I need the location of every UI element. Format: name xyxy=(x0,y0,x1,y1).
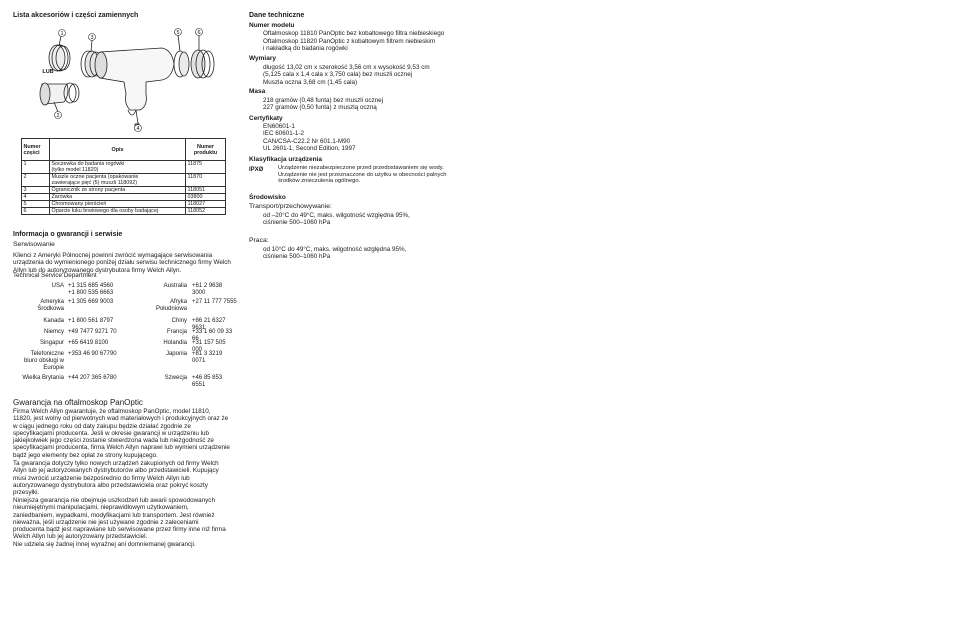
contact-country: USA xyxy=(51,283,64,289)
model-heading: Numer modelu xyxy=(249,22,295,29)
table-row xyxy=(22,194,226,201)
contact-country: Australia xyxy=(163,283,187,289)
part-prod: 03800 xyxy=(186,194,226,201)
contact-country: Niemcy xyxy=(43,329,64,335)
contact-phone: +46 85 853 6551 xyxy=(192,375,223,388)
corneal-lens-part xyxy=(49,45,65,71)
service-title: Informacja o gwarancji i serwisie xyxy=(13,231,123,238)
table-row xyxy=(22,208,226,215)
mass-text: 218 gramów (0,48 funta) bez muszli ocznej 227 gramów (0,50 funta) z muszlą oczną xyxy=(263,97,384,112)
contact-phone: +27 11 777 7555 xyxy=(192,299,237,305)
contact-phone: +65 6419 8100 xyxy=(68,340,109,346)
part-desc: Żarówka xyxy=(50,194,186,201)
warranty-paragraph-1: Firma Welch Allyn gwarantuje, że oftalmoskop PanOptic, model 11810, 11820, jest wolny od pierwotnych wad materiałowych i produkcyjnych oraz że w ciągu jednego roku od daty zakupu będzie działać zgodnie ze specyfikacjami producenta. Jeśli w okresie gwarancji w urządzeniu lub jakiejkolwiek jego części zostanie stwierdzona wada lub niezgodność ze specyfikacjami producenta, firma Welch Allyn naprawi lub wymieni urządzenie bądź jego elementy bez opłat ze strony kupującego. xyxy=(13,408,230,459)
contact-country: Francja xyxy=(166,329,187,335)
accessories-title: Lista akcesoriów i części zamiennych xyxy=(13,12,139,19)
warranty-title: Gwarancja na oftalmoskop PanOptic xyxy=(13,398,143,407)
contact-country: Japonia xyxy=(165,351,187,357)
part-num: 6 xyxy=(22,208,50,215)
contact-phone: +1 305 669 9003 xyxy=(68,299,114,305)
callout-3: 3 xyxy=(90,35,94,41)
class-heading: Klasyfikacja urządzenia xyxy=(249,156,322,163)
table-row xyxy=(22,161,226,174)
model-line-2: Oftalmoskop 11820 PanOptic z kobaltowym filtrem niebieskim i nakładką do badania rogówki xyxy=(263,38,436,53)
contact-phone: +44 207 365 6780 xyxy=(68,375,117,381)
part-num: 4 xyxy=(22,194,50,201)
part-prod: 11870 xyxy=(186,174,226,187)
env-heading: Środowisko xyxy=(249,194,286,201)
part-desc: Ogranicznik ze strony pacjenta xyxy=(50,187,186,194)
warranty-paragraph-3: Niniejsza gwarancja nie obejmuje uszkodzeń lub awarii spowodowanych nieumiejętnymi manipulacjami, nieprawidłowym użytkowaniem, zaniedbaniem, wypadkami, modyfikacjami lub transportem. Jest również nieważna, jeśli urządzenie nie jest używane zgodnie z zaleceniami producenta bądź jest naprawiane lub serwisowane przez firmy inne niż firma Welch Allyn lub jej autoryzowany przedstawiciel. Nie udziela się żadnej innej wyraźnej ani domniemanej gwarancji. xyxy=(13,497,226,548)
class-text: Urządzenie niezabezpieczone przed przedostawaniem się wody. Urządzenie nie jest przeznaczone do użytku w obecności palnych środków znieczulenia ogólnego. xyxy=(278,165,447,185)
ophthalmoscope-body xyxy=(100,48,174,110)
table-row xyxy=(22,201,226,208)
table-row xyxy=(22,174,226,187)
service-subtitle: Serwisowanie xyxy=(13,241,55,248)
contact-phone: +33 1 60 09 33 66 xyxy=(192,329,233,342)
callout-6: 6 xyxy=(197,30,201,36)
part-desc: Soczewka do badania rogówki (tylko model 11820) xyxy=(50,161,186,174)
ipx-symbol: IPXØ xyxy=(249,167,264,173)
contact-country: Afryka Południowa xyxy=(155,299,187,312)
contact-country: Szwecja xyxy=(164,375,187,381)
contact-country: Wielka Brytania xyxy=(22,375,64,381)
contact-phone: +81 3 3219 0071 xyxy=(192,351,223,364)
parts-table-header xyxy=(22,139,226,161)
part-prod: 118027 xyxy=(186,201,226,208)
header-product-number: Numer produktu xyxy=(186,139,226,161)
header-description: Opis xyxy=(50,139,186,161)
part-num: 3 xyxy=(22,187,50,194)
tsd-label: Technical Service Department xyxy=(13,272,97,279)
part-num: 2 xyxy=(22,174,50,187)
contact-country: Telefoniczne biuro obsługi w Europie xyxy=(23,351,64,371)
work-heading: Praca: xyxy=(249,237,269,244)
dims-heading: Wymiary xyxy=(249,55,276,62)
contact-country: Singapur xyxy=(39,340,64,346)
callout-5: 5 xyxy=(176,30,180,36)
contact-country: Chiny xyxy=(171,318,187,324)
contact-phone: +49 7477 9271 70 xyxy=(68,329,117,335)
table-row xyxy=(22,187,226,194)
part-prod: 118051 xyxy=(186,187,226,194)
tech-title: Dane techniczne xyxy=(249,12,305,19)
callout-2: 2 xyxy=(56,113,60,119)
transport-text: od –20°C do 49°C, maks. wilgotność względna 95%, ciśnienie 500–1060 hPa xyxy=(263,212,410,227)
part-desc: Oparcie łuku brwiowego dla osoby badającej xyxy=(50,208,186,215)
transport-heading: Transport/przechowywanie: xyxy=(249,203,332,210)
part-prod: 11875 xyxy=(186,161,226,174)
part-desc: Chromowany pierścień xyxy=(50,201,186,208)
model-line-1: Oftalmoskop 11810 PanOptic bez kobaltowego filtra niebieskiego xyxy=(263,30,445,37)
header-part-number: Numer części xyxy=(22,139,50,161)
contact-phone: +61 2 9638 3000 xyxy=(192,283,223,296)
cert-heading: Certyfikaty xyxy=(249,115,283,122)
contact-country: Ameryka Środkowa xyxy=(37,299,64,312)
callout-1: 1 xyxy=(60,31,64,37)
contact-country: Kanada xyxy=(43,318,64,324)
callout-4: 4 xyxy=(136,126,140,132)
part-desc: Muszle oczne pacjenta (opakowanie zawierające pięć (5) muszli 118092) xyxy=(50,174,186,187)
contact-phone: +1 800 561 8797 xyxy=(68,318,114,324)
dims-text: długość 13,02 cm x szerokość 3,56 cm x wysokość 9,53 cm (5,125 cala x 1,4 cala x 3,750 cala) bez muszli ocznej Muszla oczna 3,68 cm (1,45 cala) xyxy=(263,64,430,86)
work-text: od 10°C do 49°C, maks. wilgotność względna 95%, ciśnienie 500–1060 hPa xyxy=(263,246,407,261)
contact-phone: +86 21 6327 9631 xyxy=(192,318,226,331)
part-num: 5 xyxy=(22,201,50,208)
contact-phone: +31 157 505 000 xyxy=(192,340,226,353)
service-text: Klienci z Ameryki Północnej powinni zwrócić wymagające serwisowania urządzenia do wymienionego poniżej działu serwisu technicznego firmy Welch Allyn lub do autoryzowanego dystrybutora firmy Welch Allyn. xyxy=(13,252,231,274)
contact-phone: +353 46 90 67790 xyxy=(68,351,117,357)
or-label: LUB xyxy=(42,69,54,75)
part-prod: 118052 xyxy=(186,208,226,215)
warranty-paragraph-2: Ta gwarancja dotyczy tylko nowych urządzeń zakupionych od firmy Welch Allyn lub jej autoryzowanych dystrybutorów albo przedstawicieli. Kupujący musi zwrócić urządzenie bezpośrednio do firmy Welch Allyn lub autoryzowanego dystrybutora albo przedstawiciela oraz pokryć koszty przesyłki. xyxy=(13,460,219,497)
contact-country: Holandia xyxy=(163,340,187,346)
parts-table xyxy=(21,138,226,215)
cert-text: EN60601-1 IEC 60601-1-2 CAN/CSA-C22.2 Nr 601.1-M90 UL 2601-1, Second Edition, 1997 xyxy=(263,123,356,152)
part-num: 1 xyxy=(22,161,50,174)
product-illustration xyxy=(12,22,237,140)
mass-heading: Masa xyxy=(249,88,266,95)
contact-phone: +1 315 685 4560 +1 800 535 6663 xyxy=(68,283,114,296)
